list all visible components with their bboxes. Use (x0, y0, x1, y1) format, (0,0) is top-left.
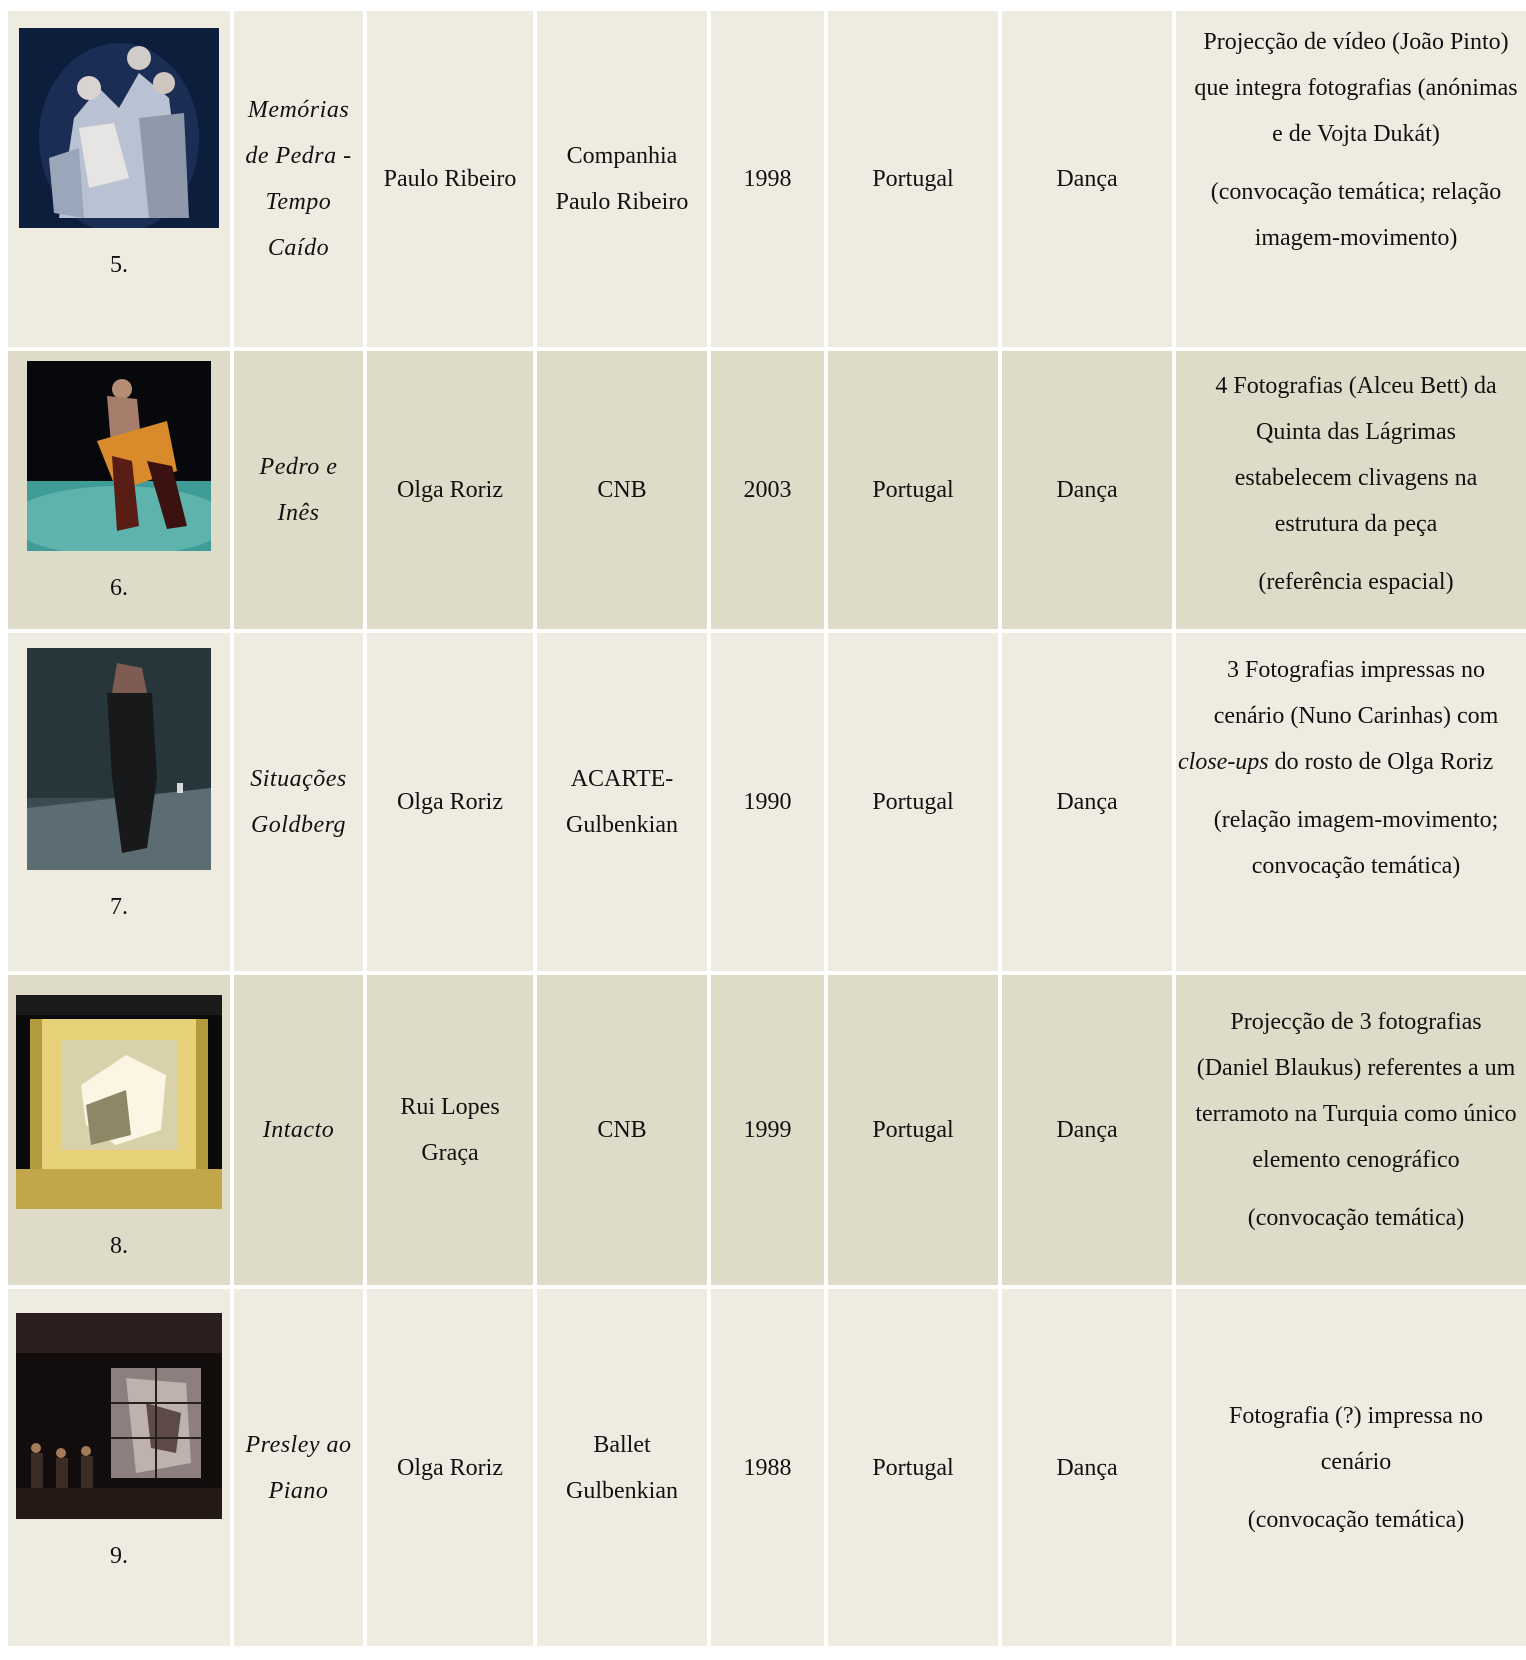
choreographer: Paulo Ribeiro (383, 166, 517, 192)
genre: Dança (1056, 166, 1118, 192)
country-cell (828, 351, 998, 629)
performance-photo (16, 995, 222, 1209)
company-cell (537, 351, 707, 629)
choreographer-cell (367, 1289, 533, 1646)
country-cell (828, 11, 998, 347)
company-line: CNB (597, 477, 647, 503)
description-line: estabelecem clivagens na (1234, 465, 1478, 491)
performance-photo (27, 361, 211, 551)
note-line: (referência espacial) (1258, 569, 1454, 595)
table-row (8, 11, 1520, 347)
row-number: 7. (110, 894, 128, 920)
choreographer-line: Rui Lopes (400, 1094, 500, 1120)
description-tail: do rosto de Olga Roriz (1268, 749, 1494, 775)
country: Portugal (872, 1454, 954, 1481)
image-cell (8, 1289, 230, 1646)
title-line: Memórias (247, 97, 350, 123)
title-line: Caído (267, 235, 330, 261)
title-line: Piano (268, 1477, 329, 1504)
description-line: cenário (1320, 1448, 1392, 1475)
description-line: que integra fotografias (anónimas (1194, 75, 1518, 101)
table-row (8, 975, 1520, 1285)
company-line: Companhia (566, 143, 678, 169)
genre-cell (1002, 975, 1172, 1285)
title-cell (234, 11, 363, 347)
title-line: Presley ao (245, 1431, 352, 1458)
country-cell (828, 1289, 998, 1646)
image-cell (8, 975, 230, 1285)
table-row (8, 351, 1520, 629)
title-cell (234, 351, 363, 629)
company-line: Ballet (593, 1431, 651, 1458)
performance-photo (19, 28, 219, 228)
genre-cell (1002, 633, 1172, 971)
genre: Dança (1056, 1117, 1118, 1143)
title-line: Inês (277, 500, 320, 526)
year: 2003 (743, 477, 792, 503)
italic-term: close-ups (1178, 749, 1269, 775)
description-line: cenário (Nuno Carinhas) com (1213, 703, 1499, 729)
choreographer-cell (367, 633, 533, 971)
title-cell (234, 633, 363, 971)
genre: Dança (1056, 1454, 1118, 1481)
title-line: de Pedra - (245, 143, 352, 169)
choreographer-cell (367, 11, 533, 347)
description-cell (1176, 11, 1526, 347)
performance-photo (27, 648, 211, 870)
description-line: elemento cenográfico (1252, 1147, 1460, 1173)
title-line: Situações (250, 766, 347, 792)
company-line: Gulbenkian (566, 812, 678, 838)
genre-cell (1002, 1289, 1172, 1646)
genre: Dança (1056, 789, 1118, 815)
table-row (8, 633, 1520, 971)
choreographer-cell (367, 975, 533, 1285)
title-cell (234, 1289, 363, 1646)
company-line: Gulbenkian (566, 1477, 678, 1504)
description-line: e de Vojta Dukát) (1272, 121, 1440, 147)
row-number: 8. (110, 1233, 128, 1259)
note-line: (convocação temática) (1247, 1205, 1465, 1231)
image-cell (8, 633, 230, 971)
description-cell (1176, 975, 1526, 1285)
description-line: Projecção de vídeo (João Pinto) (1203, 29, 1509, 55)
table-row (8, 1289, 1520, 1646)
description-line: 4 Fotografias (Alceu Bett) da (1215, 373, 1497, 399)
description-line: 3 Fotografias impressas no (1227, 657, 1485, 683)
country-cell (828, 975, 998, 1285)
year: 1990 (743, 789, 792, 815)
year-cell (711, 975, 824, 1285)
year-cell (711, 11, 824, 347)
choreographer: Olga Roriz (397, 789, 503, 815)
company-cell (537, 11, 707, 347)
title-line: Goldberg (250, 812, 347, 838)
country: Portugal (872, 166, 954, 192)
year-cell (711, 351, 824, 629)
description-cell (1176, 351, 1526, 629)
country: Portugal (872, 789, 954, 815)
note-line: (relação imagem-movimento; (1213, 807, 1499, 833)
title-cell (234, 975, 363, 1285)
company-cell (537, 975, 707, 1285)
year: 1998 (743, 166, 792, 192)
note-line: convocação temática) (1251, 853, 1461, 879)
row-number: 6. (110, 575, 128, 601)
choreographer-line: Graça (421, 1140, 479, 1166)
row-number: 5. (110, 252, 128, 278)
country: Portugal (872, 1117, 954, 1143)
description-line: Projecção de 3 fotografias (1230, 1009, 1482, 1035)
title-line: Intacto (262, 1117, 335, 1143)
description-line: estrutura da peça (1274, 511, 1438, 537)
year: 1999 (743, 1117, 792, 1143)
performance-photo (16, 1313, 222, 1519)
country: Portugal (872, 477, 954, 503)
country-cell (828, 633, 998, 971)
company-cell (537, 633, 707, 971)
company-line: CNB (597, 1117, 647, 1143)
image-cell (8, 11, 230, 347)
choreographer: Olga Roriz (397, 1454, 503, 1481)
genre-cell (1002, 351, 1172, 629)
genre-cell (1002, 11, 1172, 347)
description-line (1176, 739, 1526, 785)
description-line: Quinta das Lágrimas (1256, 419, 1456, 445)
title-line: Tempo (265, 189, 332, 215)
image-cell (8, 351, 230, 629)
choreographer-cell (367, 351, 533, 629)
year-cell (711, 633, 824, 971)
description-line: terramoto na Turquia como único (1195, 1101, 1517, 1127)
works-table (8, 11, 1520, 1650)
row-number: 9. (110, 1543, 128, 1569)
company-cell (537, 1289, 707, 1646)
note-line: imagem-movimento) (1254, 225, 1458, 251)
description-cell (1176, 633, 1526, 971)
choreographer: Olga Roriz (397, 477, 503, 503)
note-line: (convocação temática; relação (1210, 179, 1502, 205)
company-line: Paulo Ribeiro (555, 189, 689, 215)
description-line: Fotografia (?) impressa no (1229, 1402, 1483, 1429)
title-line: Pedro e (259, 454, 338, 480)
note-line: (convocação temática) (1247, 1506, 1465, 1533)
description-line: (Daniel Blaukus) referentes a um (1196, 1055, 1516, 1081)
company-line: ACARTE- (570, 766, 674, 792)
year-cell (711, 1289, 824, 1646)
description-cell (1176, 1289, 1526, 1646)
genre: Dança (1056, 477, 1118, 503)
year: 1988 (743, 1454, 792, 1481)
